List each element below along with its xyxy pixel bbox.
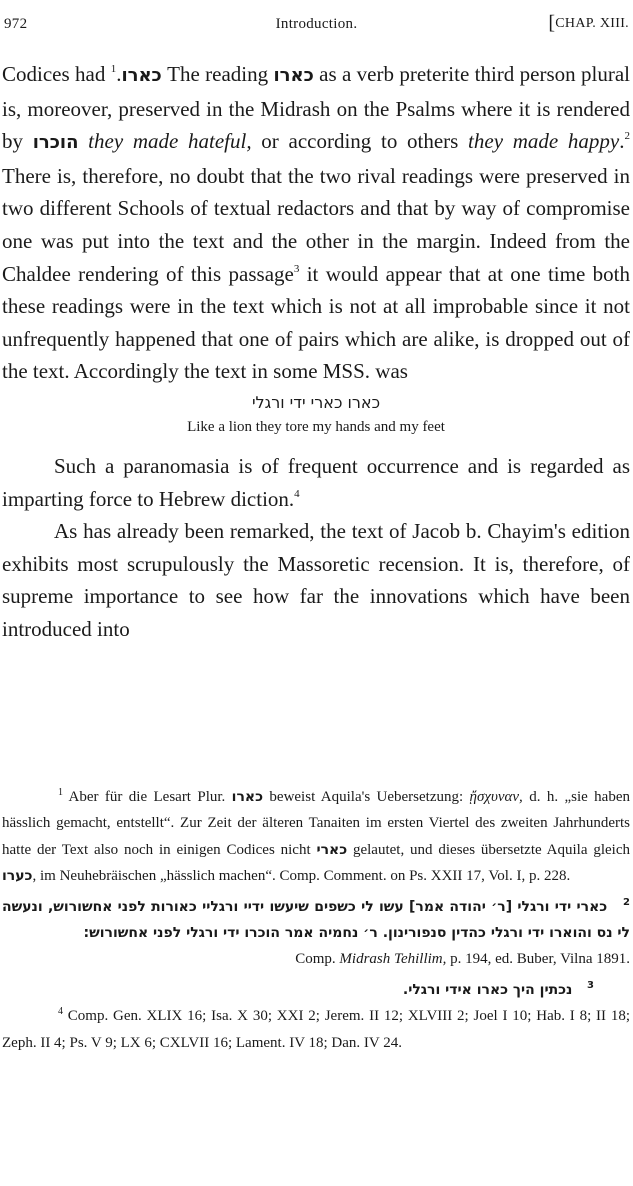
text-run — [78, 129, 88, 153]
text-run: Comp. — [295, 951, 340, 968]
text-run: Such a paranomasia is of frequent occurrence and is regarded as imparting force to Hebrew diction. — [2, 453, 630, 511]
hebrew-word: הוכרו — [32, 132, 79, 154]
footnote-2 — [2, 894, 630, 973]
main-text — [2, 58, 630, 646]
hebrew-word: כארי — [316, 841, 348, 858]
footnote-2-hebrew — [2, 894, 630, 947]
footnote-ref: 2 — [624, 130, 630, 143]
italic-phrase: they made happy — [468, 129, 620, 154]
text-run: as a verb preterite third person plural is, moreover, preserved in the Midrash on the Psalms where it is rendered by — [2, 62, 630, 154]
hebrew-word: כארו — [121, 65, 162, 86]
footnote-number: 3 — [587, 979, 594, 991]
text-run: Aber für die Lesart Plur. — [63, 789, 232, 805]
italic-phrase: they made hateful, — [88, 129, 252, 154]
italic-phrase: Midrash Tehillim, — [339, 951, 447, 968]
hebrew-word: כערו — [2, 868, 33, 885]
footnote-4 — [2, 1003, 630, 1056]
footnote-number: 2 — [623, 896, 631, 908]
hebrew-quote: נכתין היך כארו אידי ורגלי. — [402, 981, 573, 998]
chapter-label — [548, 12, 629, 34]
text-run: The reading — [161, 62, 274, 86]
text-run: There is, therefore, no doubt that the two rival readings were preserved in two different Schools of textual redactors and that by way of compromise one was put into the text and the other in the margin. Indeed from the Chaldee rendering of this passage — [2, 163, 630, 286]
paragraph-2 — [2, 450, 630, 515]
text-run: , im Neuhebräischen „hässlich machen“. Comp. Comment. on Ps. XXII 17, Vol. I, p. 228. — [32, 868, 571, 885]
footnote-1 — [2, 784, 630, 890]
hebrew-word: כארו — [273, 65, 314, 86]
text-run: gelautet, und dieses übersetzte Aquila gleich — [347, 841, 630, 858]
footnote-ref: 3 — [293, 262, 300, 275]
verse-hebrew: כארו כארי ידי ורגלי — [251, 392, 381, 412]
verse-translation: Like a lion they tore my hands and my feet — [187, 418, 445, 435]
text-run: Codices had — [2, 62, 111, 86]
chapter-text: CHAP. XIII. — [555, 16, 629, 31]
footnote-3 — [2, 977, 630, 1003]
footnote-number: 4 — [58, 1006, 63, 1018]
text-run: beweist Aquila's Uebersetzung: — [263, 789, 470, 805]
text-run: it would appear that at one time both these readings were in the text which is not at all improbable since it not unfrequently happened that one of pairs which are alike, is dropped out of the text. Accordingly the text in some MSS. was — [2, 261, 630, 384]
page-header — [4, 12, 629, 40]
footnote-2-citation — [2, 946, 630, 972]
footnote-ref: 1 — [110, 63, 117, 75]
footnote-number: 1 — [58, 787, 63, 798]
page-number: 972 — [4, 16, 28, 32]
text-run: . — [619, 129, 625, 154]
chapter-bracket: [ — [548, 12, 556, 34]
paragraph-1 — [2, 58, 630, 388]
text-run: or according to others — [251, 129, 469, 154]
footnote-ref: 4 — [294, 487, 300, 500]
running-head: Introduction. — [275, 16, 358, 32]
text-run: Comp. Gen. XLIX 16; Isa. X 30; XXI 2; Jerem. II 12; XLVIII 2; Joel I 10; Hab. I 8; II 18; Zeph. II 4; Ps. V 9; LX 6; CXLVII 16; Lament. IV 18; Dan. IV 24. — [2, 1008, 630, 1051]
greek-word: ᾔσχυναν, — [469, 789, 523, 805]
footnotes — [2, 784, 630, 1056]
text-run: p. 194, ed. Buber, Vilna 1891. — [446, 951, 630, 968]
hebrew-quote: כארי ידי ורגלי [ר׳ יהודה אמר] עשו לי כשפים שיעשו ידיי ורגליי כאורות לפני אחשורוש, ונעשה לי נס והוארו ידי ורגלי כהדין סנפורינון. ר׳ נחמיה אמר הוכרו ידי ורגלי לפני אחשורוש: — [2, 898, 630, 942]
hebrew-word: כארו — [231, 789, 264, 805]
text-run: . — [116, 62, 122, 86]
text-run: d. h. „sie haben hässlich gemacht, entstellt“. Zur Zeit der älteren Tanaiten im ersten Viertel des zweiten Jahrhunderts hatte der Text also noch in einigen Codices nicht — [2, 789, 630, 858]
paragraph-3 — [2, 515, 630, 645]
text-run: As has already been remarked, the text of Jacob b. Chayim's edition exhibits most scrupulously the Massoretic recension. It is, therefore, of supreme importance to see how far the innovations which have been introduced into — [2, 519, 630, 641]
